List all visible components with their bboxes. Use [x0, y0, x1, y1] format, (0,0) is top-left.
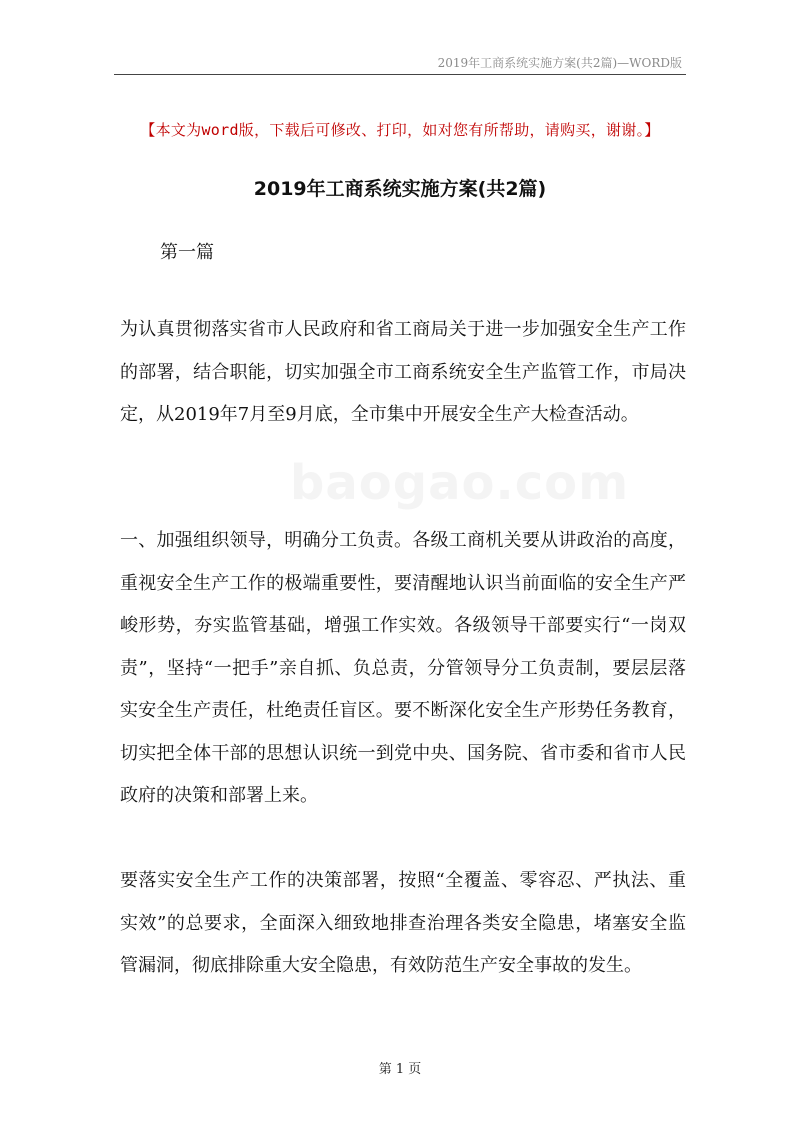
- purchase-notice: 【本文为word版，下载后可修改、打印，如对您有所帮助，请购买，谢谢。】: [140, 121, 660, 139]
- header-divider: [114, 74, 686, 75]
- paragraph-intro: 为认真贯彻落实省市人民政府和省工商局关于进一步加强安全生产工作的部署，结合职能，切实加强全市工商系统安全生产监管工作，市局决定，从2019年7月至9月底，全市集中开展安全生产大检查活动。: [120, 319, 686, 425]
- watermark: baogao.com: [290, 455, 630, 511]
- page-number: 第 1 页: [378, 1062, 422, 1077]
- paragraph-requirements: 要落实安全生产工作的决策部署，按照“全覆盖、零容忍、严执法、重实效”的总要求，全面深入细致地排查治理各类安全隐患，堵塞安全监管漏洞，彻底排除重大安全隐患，有效防范生产安全事故的发生。: [120, 870, 686, 976]
- document-title: 2019年工商系统实施方案(共2篇): [253, 178, 547, 200]
- paragraph-organization: 一、加强组织领导，明确分工负责。各级工商机关要从讲政治的高度，重视安全生产工作的极端重要性，要清醒地认识当前面临的安全生产严峻形势，夯实监管基础，增强工作实效。各级领导干部要实行“一岗双责”，坚持“一把手”亲自抓、负总责，分管领导分工负责制，要层层落实安全生产责任，杜绝责任盲区。要不断深化安全生产形势任务教育，切实把全体干部的思想认识统一到党中央、国务院、省市委和省市人民政府的决策和部署上来。: [120, 530, 686, 806]
- running-header: 2019年工商系统实施方案(共2篇)—WORD版: [437, 56, 682, 70]
- section-label: 第一篇: [160, 242, 214, 263]
